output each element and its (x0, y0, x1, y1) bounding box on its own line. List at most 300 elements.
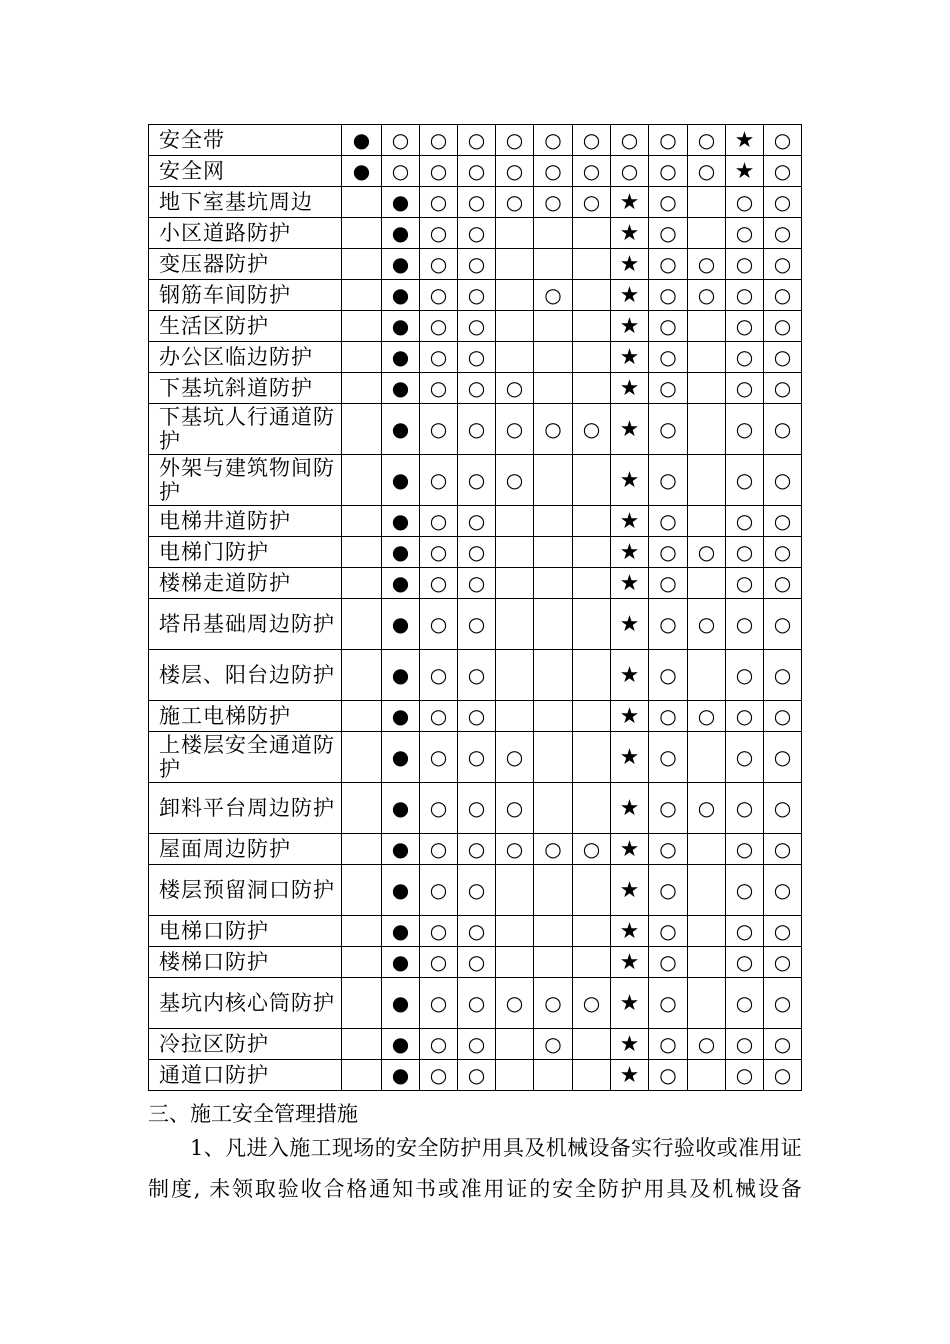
matrix-cell (726, 249, 764, 280)
filled-circle-icon: ● (391, 837, 410, 861)
hollow-circle-icon: ○ (467, 345, 486, 369)
matrix-cell (688, 650, 726, 701)
star-icon: ★ (734, 158, 755, 184)
matrix-cell (458, 1060, 496, 1091)
row-label: 通道口防护 (149, 1060, 342, 1091)
matrix-cell (726, 978, 764, 1029)
matrix-cell (764, 701, 802, 732)
matrix-cell (573, 599, 611, 650)
hollow-circle-icon: ○ (467, 878, 486, 902)
hollow-circle-icon: ○ (659, 128, 677, 152)
hollow-circle-icon: ○ (773, 663, 792, 687)
hollow-circle-icon: ○ (391, 128, 410, 152)
matrix-cell (534, 404, 573, 455)
matrix-cell (764, 404, 802, 455)
matrix-cell (420, 506, 458, 537)
table-row (149, 404, 802, 455)
matrix-cell (726, 599, 764, 650)
matrix-body (149, 125, 802, 1091)
matrix-cell (764, 732, 802, 783)
row-label: 生活区防护 (149, 311, 342, 342)
table-row (149, 599, 802, 650)
filled-circle-icon: ● (352, 159, 371, 183)
hollow-circle-icon: ○ (429, 252, 448, 276)
section-heading: 三、施工安全管理措施 (148, 1102, 358, 1126)
matrix-cell (764, 373, 802, 404)
matrix-cell (573, 1029, 611, 1060)
hollow-circle-icon: ○ (697, 796, 716, 820)
hollow-circle-icon: ○ (620, 128, 639, 152)
matrix-cell (726, 342, 764, 373)
matrix-cell (688, 506, 726, 537)
hollow-circle-icon: ○ (429, 878, 448, 902)
matrix-cell (420, 187, 458, 218)
hollow-circle-icon: ○ (429, 468, 448, 492)
matrix-cell (496, 156, 534, 187)
matrix-cell (496, 599, 534, 650)
matrix-cell (611, 455, 649, 506)
matrix-cell (611, 249, 649, 280)
matrix-cell (764, 783, 802, 834)
star-icon: ★ (619, 836, 640, 862)
matrix-cell (649, 125, 688, 156)
hollow-circle-icon: ○ (735, 509, 754, 533)
hollow-circle-icon: ○ (735, 190, 754, 214)
matrix-cell (382, 125, 420, 156)
filled-circle-icon: ● (391, 221, 410, 245)
matrix-cell (420, 125, 458, 156)
hollow-circle-icon: ○ (659, 221, 677, 245)
row-label: 电梯门防护 (149, 537, 342, 568)
matrix-cell (342, 373, 382, 404)
matrix-cell (611, 311, 649, 342)
matrix-cell (420, 218, 458, 249)
matrix-cell (382, 732, 420, 783)
matrix-cell (611, 1029, 649, 1060)
hollow-circle-icon: ○ (773, 919, 792, 943)
star-icon: ★ (619, 282, 640, 308)
matrix-cell (764, 455, 802, 506)
matrix-cell (496, 978, 534, 1029)
matrix-cell (726, 537, 764, 568)
hollow-circle-icon: ○ (659, 509, 677, 533)
matrix-cell (534, 865, 573, 916)
matrix-cell (458, 455, 496, 506)
matrix-cell (534, 701, 573, 732)
matrix-cell (382, 455, 420, 506)
star-icon: ★ (619, 220, 640, 246)
matrix-cell (382, 599, 420, 650)
hollow-circle-icon: ○ (429, 540, 448, 564)
matrix-cell (458, 156, 496, 187)
matrix-cell (420, 834, 458, 865)
matrix-cell (726, 568, 764, 599)
section-paragraph: 1、凡进入施工现场的安全防护用具及机械设备实行验收或准用证制度, 未领取验收合格通知书或准用证的安全防护用具及机械设备 (148, 1136, 802, 1201)
row-label: 外架与建筑物间防护 (149, 455, 342, 506)
matrix-cell (534, 537, 573, 568)
hollow-circle-icon: ○ (544, 1032, 562, 1056)
hollow-circle-icon: ○ (735, 919, 754, 943)
matrix-cell (649, 783, 688, 834)
matrix-cell (688, 280, 726, 311)
matrix-cell (458, 404, 496, 455)
hollow-circle-icon: ○ (773, 252, 792, 276)
matrix-cell (764, 916, 802, 947)
matrix-cell (496, 732, 534, 783)
matrix-cell (496, 125, 534, 156)
hollow-circle-icon: ○ (582, 417, 601, 441)
matrix-cell (726, 218, 764, 249)
matrix-cell (496, 373, 534, 404)
matrix-cell (534, 342, 573, 373)
row-label: 施工电梯防护 (149, 701, 342, 732)
matrix-cell (573, 568, 611, 599)
matrix-cell (534, 455, 573, 506)
hollow-circle-icon: ○ (429, 376, 448, 400)
matrix-cell (496, 249, 534, 280)
star-icon: ★ (619, 1031, 640, 1057)
matrix-cell (420, 1029, 458, 1060)
hollow-circle-icon: ○ (467, 704, 486, 728)
star-icon: ★ (619, 662, 640, 688)
matrix-cell (382, 916, 420, 947)
matrix-cell (649, 701, 688, 732)
matrix-cell (458, 701, 496, 732)
filled-circle-icon: ● (391, 704, 410, 728)
matrix-cell (496, 834, 534, 865)
star-icon: ★ (619, 703, 640, 729)
hollow-circle-icon: ○ (467, 417, 486, 441)
hollow-circle-icon: ○ (659, 190, 677, 214)
matrix-cell (764, 834, 802, 865)
matrix-cell (534, 187, 573, 218)
matrix-cell (342, 455, 382, 506)
matrix-cell (534, 506, 573, 537)
matrix-cell (420, 342, 458, 373)
filled-circle-icon: ● (391, 1032, 410, 1056)
hollow-circle-icon: ○ (735, 345, 754, 369)
hollow-circle-icon: ○ (659, 837, 677, 861)
matrix-cell (534, 599, 573, 650)
matrix-cell (764, 865, 802, 916)
matrix-cell (458, 1029, 496, 1060)
matrix-cell (496, 701, 534, 732)
hollow-circle-icon: ○ (544, 159, 562, 183)
hollow-circle-icon: ○ (735, 314, 754, 338)
star-icon: ★ (619, 313, 640, 339)
hollow-circle-icon: ○ (467, 1063, 486, 1087)
matrix-cell (342, 568, 382, 599)
matrix-cell (420, 701, 458, 732)
hollow-circle-icon: ○ (429, 1032, 448, 1056)
matrix-cell (458, 732, 496, 783)
hollow-circle-icon: ○ (544, 417, 562, 441)
hollow-circle-icon: ○ (467, 190, 486, 214)
matrix-cell (342, 916, 382, 947)
matrix-cell (342, 865, 382, 916)
hollow-circle-icon: ○ (582, 128, 601, 152)
row-label: 楼梯口防护 (149, 947, 342, 978)
matrix-cell (649, 1060, 688, 1091)
hollow-circle-icon: ○ (659, 745, 677, 769)
hollow-circle-icon: ○ (429, 837, 448, 861)
hollow-circle-icon: ○ (773, 376, 792, 400)
matrix-cell (420, 280, 458, 311)
matrix-cell (573, 1060, 611, 1091)
hollow-circle-icon: ○ (429, 745, 448, 769)
matrix-cell (382, 280, 420, 311)
matrix-cell (764, 599, 802, 650)
hollow-circle-icon: ○ (735, 221, 754, 245)
matrix-cell (534, 783, 573, 834)
matrix-cell (726, 125, 764, 156)
filled-circle-icon: ● (391, 417, 410, 441)
hollow-circle-icon: ○ (773, 837, 792, 861)
matrix-cell (458, 280, 496, 311)
matrix-cell (649, 373, 688, 404)
matrix-cell (382, 978, 420, 1029)
matrix-cell (649, 342, 688, 373)
hollow-circle-icon: ○ (773, 283, 792, 307)
matrix-cell (420, 1060, 458, 1091)
matrix-cell (496, 404, 534, 455)
hollow-circle-icon: ○ (659, 704, 677, 728)
hollow-circle-icon: ○ (582, 837, 601, 861)
matrix-cell (382, 373, 420, 404)
matrix-cell (688, 373, 726, 404)
table-row (149, 125, 802, 156)
matrix-cell (688, 455, 726, 506)
filled-circle-icon: ● (391, 345, 410, 369)
matrix-cell (649, 404, 688, 455)
hollow-circle-icon: ○ (735, 837, 754, 861)
matrix-cell (688, 156, 726, 187)
hollow-circle-icon: ○ (773, 417, 792, 441)
matrix-cell (726, 280, 764, 311)
star-icon: ★ (619, 1062, 640, 1088)
hollow-circle-icon: ○ (773, 745, 792, 769)
hollow-circle-icon: ○ (659, 1032, 677, 1056)
matrix-cell (764, 187, 802, 218)
matrix-cell (496, 187, 534, 218)
row-label: 小区道路防护 (149, 218, 342, 249)
filled-circle-icon: ● (391, 1063, 410, 1087)
row-label: 下基坑人行通道防护 (149, 404, 342, 455)
matrix-cell (764, 650, 802, 701)
hollow-circle-icon: ○ (773, 704, 792, 728)
matrix-cell (726, 373, 764, 404)
matrix-cell (764, 1060, 802, 1091)
matrix-cell (458, 568, 496, 599)
matrix-cell (382, 156, 420, 187)
matrix-cell (496, 783, 534, 834)
hollow-circle-icon: ○ (582, 190, 601, 214)
matrix-cell (611, 1060, 649, 1091)
hollow-circle-icon: ○ (505, 468, 524, 492)
matrix-cell (496, 280, 534, 311)
matrix-cell (534, 834, 573, 865)
matrix-cell (649, 506, 688, 537)
hollow-circle-icon: ○ (429, 345, 448, 369)
hollow-circle-icon: ○ (620, 159, 639, 183)
table-row (149, 455, 802, 506)
hollow-circle-icon: ○ (467, 950, 486, 974)
table-row (149, 978, 802, 1029)
filled-circle-icon: ● (391, 878, 410, 902)
matrix-cell (458, 373, 496, 404)
matrix-cell (534, 1060, 573, 1091)
hollow-circle-icon: ○ (467, 376, 486, 400)
matrix-cell (382, 1029, 420, 1060)
matrix-cell (342, 834, 382, 865)
hollow-circle-icon: ○ (505, 837, 524, 861)
matrix-cell (342, 599, 382, 650)
matrix-cell (573, 187, 611, 218)
star-icon: ★ (619, 508, 640, 534)
table-row (149, 342, 802, 373)
matrix-cell (342, 187, 382, 218)
matrix-cell (420, 732, 458, 783)
matrix-cell (611, 342, 649, 373)
hollow-circle-icon: ○ (544, 128, 562, 152)
hollow-circle-icon: ○ (467, 612, 486, 636)
matrix-cell (382, 311, 420, 342)
hollow-circle-icon: ○ (735, 991, 754, 1015)
hollow-circle-icon: ○ (429, 663, 448, 687)
matrix-cell (649, 732, 688, 783)
matrix-cell (382, 865, 420, 916)
matrix-cell (611, 537, 649, 568)
filled-circle-icon: ● (391, 950, 410, 974)
matrix-cell (573, 125, 611, 156)
hollow-circle-icon: ○ (773, 159, 792, 183)
matrix-cell (382, 701, 420, 732)
hollow-circle-icon: ○ (467, 745, 486, 769)
hollow-circle-icon: ○ (773, 571, 792, 595)
hollow-circle-icon: ○ (735, 878, 754, 902)
row-label: 变压器防护 (149, 249, 342, 280)
hollow-circle-icon: ○ (697, 704, 716, 728)
table-row (149, 249, 802, 280)
matrix-cell (688, 701, 726, 732)
matrix-cell (534, 916, 573, 947)
table-row (149, 834, 802, 865)
matrix-cell (420, 311, 458, 342)
matrix-cell (573, 404, 611, 455)
matrix-cell (342, 732, 382, 783)
matrix-cell (573, 537, 611, 568)
matrix-cell (726, 947, 764, 978)
matrix-cell (726, 506, 764, 537)
matrix-cell (342, 1060, 382, 1091)
matrix-cell (611, 947, 649, 978)
hollow-circle-icon: ○ (659, 468, 677, 492)
hollow-circle-icon: ○ (544, 190, 562, 214)
star-icon: ★ (619, 611, 640, 637)
hollow-circle-icon: ○ (659, 919, 677, 943)
hollow-circle-icon: ○ (429, 159, 448, 183)
matrix-cell (534, 280, 573, 311)
matrix-cell (688, 1060, 726, 1091)
matrix-cell (611, 568, 649, 599)
matrix-cell (496, 865, 534, 916)
matrix-cell (573, 834, 611, 865)
row-label: 塔吊基础周边防护 (149, 599, 342, 650)
row-label: 上楼层安全通道防护 (149, 732, 342, 783)
hollow-circle-icon: ○ (505, 417, 524, 441)
matrix-cell (649, 865, 688, 916)
matrix-cell (764, 537, 802, 568)
hollow-circle-icon: ○ (467, 252, 486, 276)
matrix-cell (649, 978, 688, 1029)
matrix-cell (496, 455, 534, 506)
matrix-cell (534, 125, 573, 156)
matrix-cell (496, 1060, 534, 1091)
hollow-circle-icon: ○ (697, 612, 716, 636)
matrix-cell (382, 650, 420, 701)
hollow-circle-icon: ○ (697, 159, 716, 183)
matrix-cell (534, 373, 573, 404)
matrix-cell (611, 978, 649, 1029)
matrix-cell (534, 947, 573, 978)
hollow-circle-icon: ○ (505, 796, 524, 820)
matrix-cell (534, 218, 573, 249)
hollow-circle-icon: ○ (467, 837, 486, 861)
row-label: 电梯口防护 (149, 916, 342, 947)
hollow-circle-icon: ○ (467, 128, 486, 152)
hollow-circle-icon: ○ (659, 663, 677, 687)
matrix-cell (496, 1029, 534, 1060)
matrix-cell (342, 125, 382, 156)
matrix-cell (649, 218, 688, 249)
star-icon: ★ (619, 251, 640, 277)
matrix-cell (342, 783, 382, 834)
matrix-cell (534, 568, 573, 599)
star-icon: ★ (619, 189, 640, 215)
matrix-cell (764, 156, 802, 187)
table-row (149, 187, 802, 218)
matrix-cell (420, 537, 458, 568)
row-label: 安全网 (149, 156, 342, 187)
matrix-cell (573, 701, 611, 732)
matrix-cell (458, 865, 496, 916)
star-icon: ★ (619, 949, 640, 975)
hollow-circle-icon: ○ (735, 1032, 754, 1056)
hollow-circle-icon: ○ (697, 1032, 716, 1056)
matrix-cell (458, 218, 496, 249)
matrix-cell (458, 125, 496, 156)
hollow-circle-icon: ○ (429, 221, 448, 245)
matrix-cell (382, 187, 420, 218)
hollow-circle-icon: ○ (773, 221, 792, 245)
table-row (149, 1029, 802, 1060)
matrix-cell (342, 537, 382, 568)
matrix-cell (342, 311, 382, 342)
hollow-circle-icon: ○ (659, 540, 677, 564)
hollow-circle-icon: ○ (659, 612, 677, 636)
matrix-cell (496, 342, 534, 373)
hollow-circle-icon: ○ (582, 991, 601, 1015)
matrix-cell (458, 506, 496, 537)
matrix-cell (649, 311, 688, 342)
matrix-cell (649, 280, 688, 311)
hollow-circle-icon: ○ (659, 950, 677, 974)
matrix-cell (611, 404, 649, 455)
matrix-cell (649, 537, 688, 568)
hollow-circle-icon: ○ (659, 571, 677, 595)
matrix-cell (573, 947, 611, 978)
row-label: 楼层预留洞口防护 (149, 865, 342, 916)
